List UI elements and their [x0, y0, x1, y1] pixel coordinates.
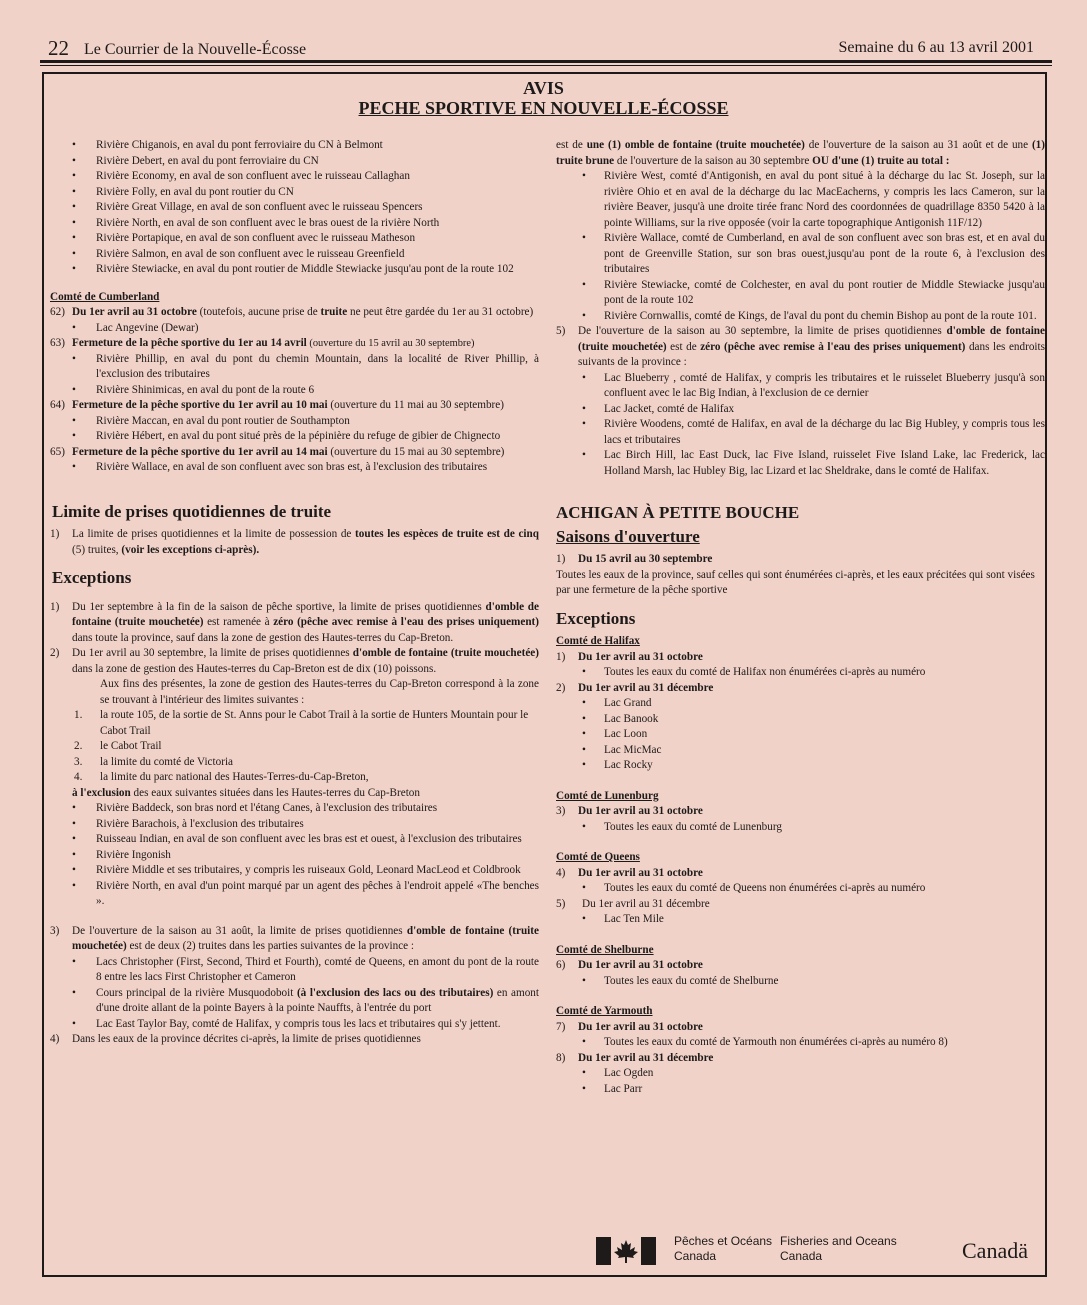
list-item: • Rivière Chiganois, en aval du pont ferroviaire du CN à Belmont — [50, 138, 539, 154]
department-fr-line2: Canada — [674, 1249, 717, 1263]
newspaper-name: Le Courrier de la Nouvelle-Écosse — [84, 41, 307, 58]
department-en-line1: Fisheries and Oceans — [780, 1234, 897, 1248]
government-signature — [596, 1234, 1056, 1268]
item-number: 1. — [74, 709, 83, 721]
item-number: 2) — [556, 681, 566, 694]
section-heading-cumberland: Comté de Cumberland — [50, 290, 160, 303]
item-number: 3. — [74, 755, 83, 768]
list-item: • Rivière Debert, en aval du pont ferroviaire du CN — [50, 154, 539, 170]
list-item: • Rivière Shinimicas, en aval du pont de la route 6 — [50, 383, 539, 399]
exclusion-line — [50, 786, 539, 802]
regulation-item-65 — [50, 445, 539, 461]
list-item: • Lac Loon — [556, 727, 1045, 743]
list-item: • Lac Rocky — [556, 758, 1045, 774]
item-text: de l'ouverture de la saison au 30 septembre — [614, 154, 813, 167]
item-number: 4) — [50, 1033, 60, 1045]
exception-item-5 — [556, 324, 1045, 371]
item-text: dans la zone de gestion des Hautes-terres du Cap-Breton est de dix (10) poissons. — [72, 662, 437, 675]
department-en-line2: Canada — [780, 1249, 823, 1263]
list-item: • Rivière North, en aval de son confluent avec le bras ouest de la rivière North — [50, 216, 539, 232]
list-item: • Rivière Economy, en aval de son confluent avec le ruisseau Callaghan — [50, 169, 539, 185]
list-item: • Lac Ogden — [556, 1066, 1045, 1082]
left-column — [50, 138, 539, 1048]
item-text: est de deux (2) truites dans les parties suivantes de la province : — [126, 940, 415, 952]
item-bold: (à l'exclusion des lacs ou des tributaires) — [296, 986, 494, 999]
item-text: la limite du comté de Victoria — [100, 755, 234, 768]
item-text: est ramenée à — [203, 616, 274, 628]
list-item: • Rivière Maccan, en aval du pont routier de Southampton — [50, 414, 539, 430]
item-dates: Du 1er avril au 31 octobre — [578, 866, 703, 879]
list-item — [50, 986, 539, 1017]
limit-item-1 — [50, 527, 539, 558]
item-bold: toutes les espèces de truite est de cinq — [355, 528, 539, 540]
section-heading-lunenburg: Comté de Lunenburg — [556, 789, 659, 802]
list-item: • Rivière Hébert, en aval du pont situé près de la pépinière du refuge de gibier de Chignecto — [50, 429, 539, 445]
list-item: • Rivière Stewiacke, en aval du pont routier de Middle Stewiacke jusqu'au pont de la route 102 — [50, 262, 539, 278]
item-number: 1) — [50, 600, 60, 613]
list-item: • Rivière Barachois, à l'exclusion des tributaires — [50, 817, 539, 833]
section-heading-exceptions: Exceptions — [52, 568, 132, 587]
zone-definition: Aux fins des présentes, la zone de gestion des Hautes-terres du Cap-Breton correspond à la zone se trouvant à l'intérieur des limites suivantes : — [100, 678, 539, 706]
item-bold: une (1) omble de fontaine (truite mouchetée) — [586, 139, 805, 151]
exception-item-2 — [50, 646, 539, 677]
department-name-en — [780, 1234, 897, 1264]
list-item: • Rivière West, comté d'Antigonish, en aval du pont situé à la décharge du lac St. Joseph, sur la rivière Ohio et en aval de la décharge du lac MacEacherns, y compris les lacs Cameron, sur la rivière Beaver, jusqu'à une droite tirée franc Nord des coordonnées de quadrillage 8350 5420 à la pointe Williams, sur la rive opposée (voir la carte topographique Antigonish 11F/12) — [556, 169, 1045, 231]
item-bold: zéro (pêche avec remise à l'eau des prises uniquement) — [700, 340, 966, 353]
item-number: 5) — [556, 897, 566, 910]
item-text: (ouverture du 15 avril au 30 septembre) — [306, 338, 475, 349]
item-text: (ouverture du 15 mai au 30 septembre) — [327, 445, 505, 458]
item-bold: d'omble de fontaine (truite mouchetée) — [578, 325, 1045, 353]
item-number: 4. — [74, 771, 83, 783]
list-item: • Rivière Cornwallis, comté de Kings, de l'aval du pont du chemin Bishop au pont de la route 101. — [556, 309, 1045, 325]
item-text: Du 1er avril au 30 septembre, la limite de prises quotidiennes — [72, 647, 353, 659]
regulation-item-62 — [50, 305, 539, 321]
item-text: est de — [666, 340, 701, 353]
item-number: 7) — [556, 1020, 566, 1033]
limit-line — [50, 739, 539, 755]
department-fr-line1: Pêches et Océans — [674, 1234, 773, 1248]
item-number: 6) — [556, 959, 566, 971]
item-number: 2) — [50, 647, 60, 659]
section-heading-queens: Comté de Queens — [556, 851, 640, 863]
item-text: (ouverture du 11 mai au 30 septembre) — [327, 399, 504, 411]
bass-item-5 — [556, 897, 1045, 913]
notice-title: AVIS — [523, 78, 564, 98]
list-item: • Lac MicMac — [556, 743, 1045, 759]
header-rule-thick — [40, 60, 1052, 63]
limit-line — [50, 708, 539, 739]
list-item: • Rivière Baddeck, son bras nord et l'étang Canes, à l'exclusion des tributaires — [50, 801, 539, 817]
item-dates: Fermeture de la pêche sportive du 1er au 14 avril — [72, 337, 307, 349]
bass-item-4 — [556, 866, 1045, 882]
item-dates: Fermeture de la pêche sportive du 1er avril au 14 mai — [72, 445, 328, 458]
list-item: • Lac Birch Hill, lac East Duck, lac Five Island, ruisselet Five Island Lake, lac Frederick, lac Holland Marsh, lac Hubley Big, lac Lizard et lac Sheldrake, dans le comté de Halifax. — [556, 448, 1045, 479]
item-text: La limite de prises quotidiennes et la limite de possession de — [72, 528, 356, 540]
regulation-item-63 — [50, 336, 539, 352]
list-item: • Toutes les eaux du comté de Queens non énumérées ci-après au numéro — [556, 881, 1045, 897]
exception-item-4 — [50, 1032, 539, 1048]
item-text: De l'ouverture de la saison au 31 août, la limite de prises quotidiennes — [72, 924, 407, 937]
item-dates: Du 15 avril au 30 septembre — [578, 553, 713, 565]
item-dates: Fermeture de la pêche sportive du 1er avril au 10 mai — [72, 399, 328, 411]
item-number: 62) — [50, 306, 65, 318]
item-bold: d'omble de fontaine (truite mouchetée) — [72, 600, 539, 628]
limit-line — [50, 755, 539, 771]
list-item: • Lac Parr — [556, 1082, 1045, 1098]
item-number: 63) — [50, 337, 65, 349]
item-text: dans les endroits suivants de la province : — [578, 340, 1045, 368]
item-number: 8) — [556, 1051, 566, 1064]
item-text: Cours principal de la rivière Musquodoboit — [96, 986, 297, 999]
section-heading-shelburne: Comté de Shelburne — [556, 943, 654, 956]
department-name-fr — [674, 1234, 772, 1264]
item-bold: zéro (pêche avec remise à l'eau des prises uniquement) — [273, 616, 539, 628]
list-item: • Rivière Middle et ses tributaires, y compris les ruiseaux Gold, Leonard MacLeod et Coldbrook — [50, 863, 539, 879]
limit-line — [50, 770, 539, 786]
item-number: 1) — [556, 553, 566, 565]
list-item: • Rivière Wallace, comté de Cumberland, en aval de son confluent avec son bras est, et en aval du pont de Greenville Station, sur son bras ouest,jusqu'au pont de la route 6, à l'exclusion des tributaires — [556, 231, 1045, 278]
item-number: 65) — [50, 445, 65, 458]
bass-item-6 — [556, 958, 1045, 974]
bass-item-3 — [556, 804, 1045, 820]
season-description: Toutes les eaux de la province, sauf celles qui sont énumérées ci-après, et les eaux précitées qui sont visées par une fermeture de la pêche sportive — [556, 568, 1035, 596]
item-number: 1) — [50, 528, 60, 540]
item-text: de l'ouverture de la saison au 31 août et de une — [804, 139, 1032, 151]
item-dates: Du 1er avril au 31 octobre — [578, 805, 703, 817]
list-item: • Lac Banook — [556, 712, 1045, 728]
item-bold: à l'exclusion — [72, 786, 131, 799]
list-item: • Ruisseau Indian, en aval de son confluent avec les bras est et ouest, à l'exclusion des tributaires — [50, 832, 539, 848]
list-item: • Lac Ten Mile — [556, 912, 1045, 928]
bass-item-2 — [556, 681, 1045, 697]
item-text: dans toute la province, sauf dans la zone de gestion des Hautes-terres du Cap-Breton. — [72, 631, 454, 644]
canada-wordmark: Canadä — [962, 1238, 1028, 1263]
item-text: Dans les eaux de la province décrites ci-après, la limite de prises quotidiennes — [72, 1033, 421, 1045]
item-dates: Du 1er avril au 31 décembre — [578, 681, 714, 694]
list-item: • Rivière Salmon, en aval de son confluent avec le ruisseau Greenfield — [50, 247, 539, 263]
item-text: le Cabot Trail — [100, 740, 162, 752]
notice-subtitle: PECHE SPORTIVE EN NOUVELLE-ÉCOSSE — [358, 98, 729, 118]
exception-item-3 — [50, 924, 539, 955]
right-column — [556, 138, 1045, 1097]
item-bold: OU d'une (1) truite au total : — [812, 154, 950, 167]
item-bold: truite — [320, 306, 348, 318]
item-bold: d'omble de fontaine (truite mouchetée) — [72, 924, 539, 952]
item-text: (5) truites, — [72, 543, 122, 556]
list-item: • Lac East Taylor Bay, comté de Halifax, y compris tous les lacs et tributaires qui s'y jettent. — [50, 1017, 539, 1033]
item-dates: Du 1er avril au 31 octobre — [578, 1020, 703, 1033]
section-heading-daily-limit: Limite de prises quotidiennes de truite — [52, 501, 332, 521]
section-heading-halifax: Comté de Halifax — [556, 635, 640, 647]
list-item: • Rivière Great Village, en aval de son confluent avec le ruisseau Spencers — [50, 200, 539, 216]
list-item: • Rivière Wallace, en aval de son confluent avec son bras est, à l'exclusion des tributaires — [50, 460, 539, 476]
exception-item-4-continued — [556, 138, 1045, 169]
bass-item-7 — [556, 1020, 1045, 1036]
list-item: • Toutes les eaux du comté de Lunenburg — [556, 820, 1045, 836]
item-text: ne peut être gardée du 1er au 31 octobre) — [347, 306, 534, 318]
item-dates: Du 1er avril au 31 octobre — [578, 959, 703, 971]
list-item: • Rivière Folly, en aval du pont routier du CN — [50, 185, 539, 201]
list-item: • Lacs Christopher (First, Second, Third et Fourth), comté de Queens, en amont du pont de la route 8 entre les lacs First Christopher et Cameron — [50, 955, 539, 986]
item-number: 3) — [50, 924, 60, 937]
page-number: 22 — [48, 36, 69, 60]
bass-item-8 — [556, 1051, 1045, 1067]
issue-date: Semaine du 6 au 13 avril 2001 — [838, 39, 1034, 56]
section-heading-yarmouth: Comté de Yarmouth — [556, 1005, 653, 1017]
section-heading-smallmouth-bass: ACHIGAN À PETITE BOUCHE — [556, 503, 800, 522]
river-list — [50, 138, 539, 278]
item-dates: Du 1er avril au 31 décembre — [578, 1051, 714, 1064]
list-item: • Toutes les eaux du comté de Yarmouth non énumérées ci-après au numéro 8) — [556, 1035, 1045, 1051]
item-dates: Du 1er avril au 31 décembre — [582, 897, 710, 910]
canada-flag-icon — [596, 1237, 656, 1265]
list-item: • Rivière Portapique, en aval de son confluent avec le ruisseau Matheson — [50, 231, 539, 247]
item-number: 2. — [74, 740, 83, 752]
item-text: la limite du parc national des Hautes-Terres-du-Cap-Breton, — [100, 771, 369, 783]
item-text: en amont d'une droite allant de la pointe Bayers à la pointe Nauffts, à l'entrée du port — [96, 986, 539, 1014]
list-item: • Lac Angevine (Dewar) — [50, 321, 539, 337]
list-item: • Rivière North, en aval d'un point marqué par un agent des pêches à l'endroit appelé «The benches ». — [50, 879, 539, 910]
item-number: 4) — [556, 866, 566, 879]
list-item: • Lac Blueberry , comté de Halifax, y compris les tributaires et le ruisselet Blueberry jusqu'à son confluent avec le lac Big Indian, à l'exclusion de ce dernier — [556, 371, 1045, 402]
item-bold: d'omble de fontaine (truite mouchetée) — [352, 647, 539, 659]
exception-item-1 — [50, 600, 539, 647]
item-number: 1) — [556, 650, 566, 663]
item-text: la route 105, de la sortie de St. Anns pour le Cabot Trail à la sortie de Hunters Mountain pour le Cabot Trail — [100, 709, 529, 737]
item-text: Du 1er septembre à la fin de la saison de pêche sportive, la limite de prises quotidiennes — [72, 600, 486, 613]
item-dates: Du 1er avril au 31 octobre — [578, 650, 703, 663]
list-item: • Lac Jacket, comté de Halifax — [556, 402, 1045, 418]
list-item: • Rivière Woodens, comté de Halifax, en aval de la décharge du lac Big Hubley, y compris tous les lacs et tributaires — [556, 417, 1045, 448]
list-item: • Rivière Stewiacke, comté de Colchester, en aval du pont routier de Middle Stewiacke jusqu'au pont de la route 102 — [556, 278, 1045, 309]
item-number: 64) — [50, 399, 65, 411]
section-heading-open-seasons: Saisons d'ouverture — [556, 526, 700, 546]
regulation-item-64 — [50, 398, 539, 414]
header-rule-thin — [40, 65, 1052, 66]
list-item: • Toutes les eaux du comté de Shelburne — [556, 974, 1045, 990]
item-text: des eaux suivantes situées dans les Hautes-terres du Cap-Breton — [130, 786, 420, 799]
list-item: • Rivière Ingonish — [50, 848, 539, 864]
section-heading-bass-exceptions: Exceptions — [556, 608, 636, 628]
item-text: (toutefois, aucune prise de — [196, 306, 321, 318]
item-number: 3) — [556, 805, 566, 817]
list-item: • Lac Grand — [556, 696, 1045, 712]
item-bold: (voir les exceptions ci-après). — [121, 543, 260, 556]
item-text: De l'ouverture de la saison au 30 septembre, la limite de prises quotidiennes — [578, 325, 947, 337]
item-bold: (1) truite brune — [556, 139, 1045, 167]
item-text: est de — [556, 139, 587, 151]
list-item: • Toutes les eaux du comté de Halifax non énumérées ci-après au numéro — [556, 665, 1045, 681]
bass-item-1 — [556, 650, 1045, 666]
list-item: • Rivière Phillip, en aval du pont du chemin Mountain, dans la localité de River Phillip, à l'exclusion des tributaires — [50, 352, 539, 383]
season-item-1 — [556, 552, 1045, 568]
item-dates: Du 1er avril au 31 octobre — [72, 306, 197, 318]
item-number: 5) — [556, 325, 566, 337]
